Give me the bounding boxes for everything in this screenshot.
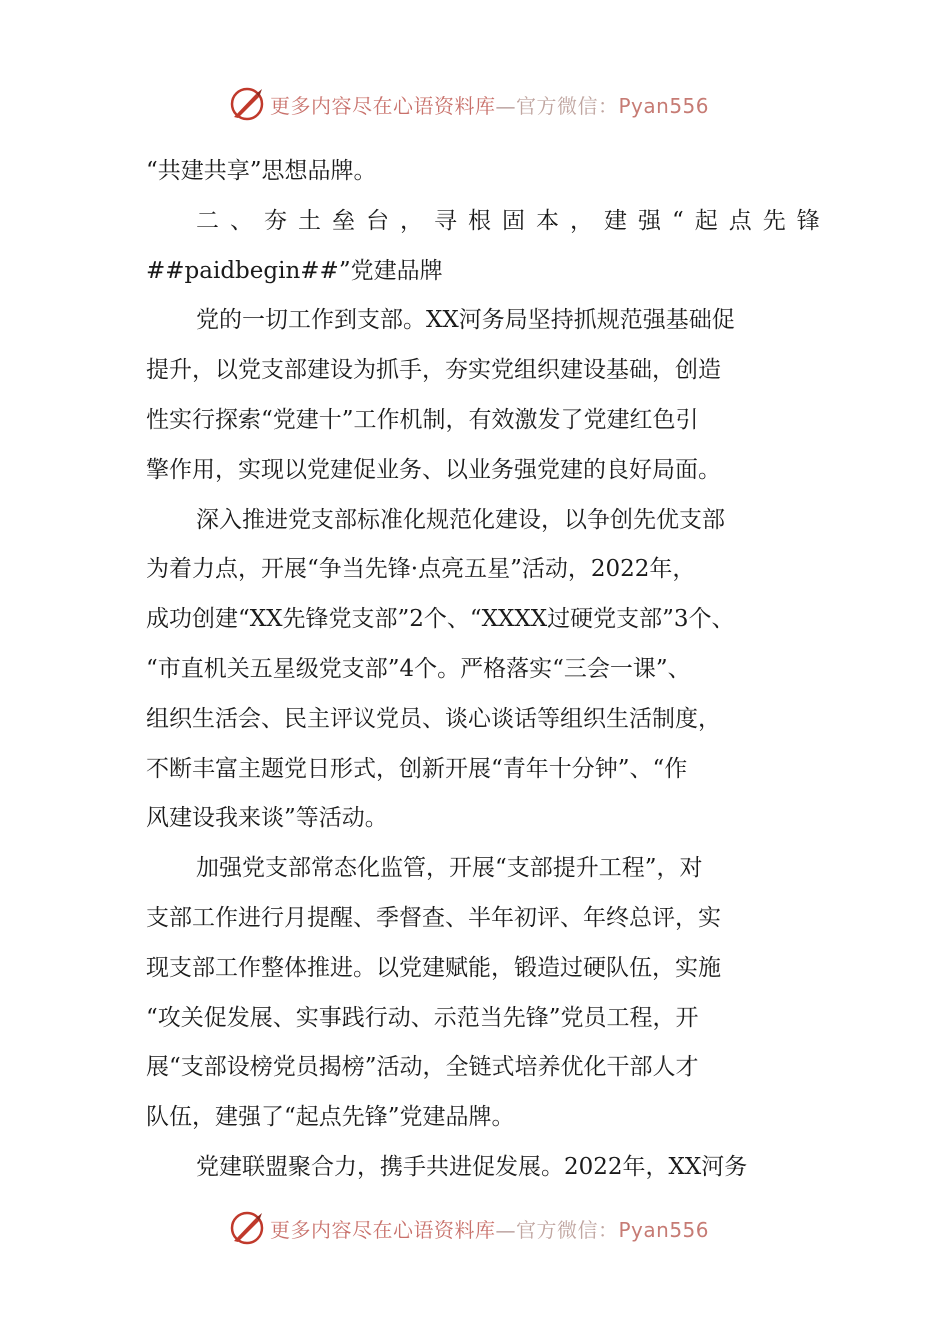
quill-logo-icon bbox=[228, 1209, 266, 1247]
text-line: 为着力点，开展“争当先锋·点亮五星”活动，2022年， bbox=[146, 556, 696, 583]
watermark-text: 更多内容尽在心语资料库—官方微信：Pyan556 bbox=[270, 93, 710, 118]
text-line: 组织生活会、民主评议党员、谈心谈话等组织生活制度， bbox=[146, 705, 721, 732]
quill-logo-icon bbox=[228, 85, 266, 123]
text-line: 展“支部设榜党员揭榜”活动，全链式培养优化干部人才 bbox=[146, 1054, 699, 1081]
text-line: 队伍，建强了“起点先锋”党建品牌。 bbox=[146, 1104, 515, 1131]
text-line: “共建共享”思想品牌。 bbox=[146, 158, 377, 184]
text-line: 加强党支部常态化监管，开展“支部提升工程”，对 bbox=[196, 855, 703, 882]
text-line: “攻关促发展、实事践行动、示范当先锋”党员工程，开 bbox=[146, 1004, 699, 1031]
watermark-banner-top bbox=[228, 82, 709, 126]
text-line: 风建设我来谈”等活动。 bbox=[146, 805, 388, 832]
text-line: 党的一切工作到支部。XX河务局坚持抓规范强基础促 bbox=[196, 307, 735, 334]
text-line: 成功创建“XX先锋党支部”2个、“XXXX过硬党支部”3个、 bbox=[146, 606, 735, 633]
text-line: 提升，以党支部建设为抓手，夯实党组织建设基础，创造 bbox=[146, 357, 721, 384]
watermark-text: 更多内容尽在心语资料库—官方微信：Pyan556 bbox=[270, 1217, 710, 1242]
text-line: 深入推进党支部标准化规范化建设，以争创先优支部 bbox=[196, 506, 725, 533]
watermark-banner-bottom bbox=[228, 1206, 709, 1250]
text-line: 擎作用，实现以党建促业务、以业务强党建的良好局面。 bbox=[146, 456, 721, 483]
document-body bbox=[146, 147, 831, 1193]
text-line: 性实行探索“党建十”工作机制，有效激发了党建红色引 bbox=[146, 406, 699, 433]
text-line: “市直机关五星级党支部”4个。严格落实“三会一课”、 bbox=[146, 655, 691, 682]
text-line: 支部工作进行月提醒、季督查、半年初评、年终总评，实 bbox=[146, 904, 721, 931]
text-line: 党建联盟聚合力，携手共进促发展。2022年，XX河务 bbox=[196, 1153, 748, 1180]
text-line: 不断丰富主题党日形式，创新开展“青年十分钟”、“作 bbox=[146, 755, 688, 782]
section-heading-line: ##paidbegin##”党建品牌 bbox=[146, 257, 443, 284]
text-line: 现支部工作整体推进。以党建赋能，锻造过硬队伍，实施 bbox=[146, 954, 721, 981]
section-heading-line: 二、夯土垒台，寻根固本，建强“起点先锋 bbox=[196, 207, 831, 234]
